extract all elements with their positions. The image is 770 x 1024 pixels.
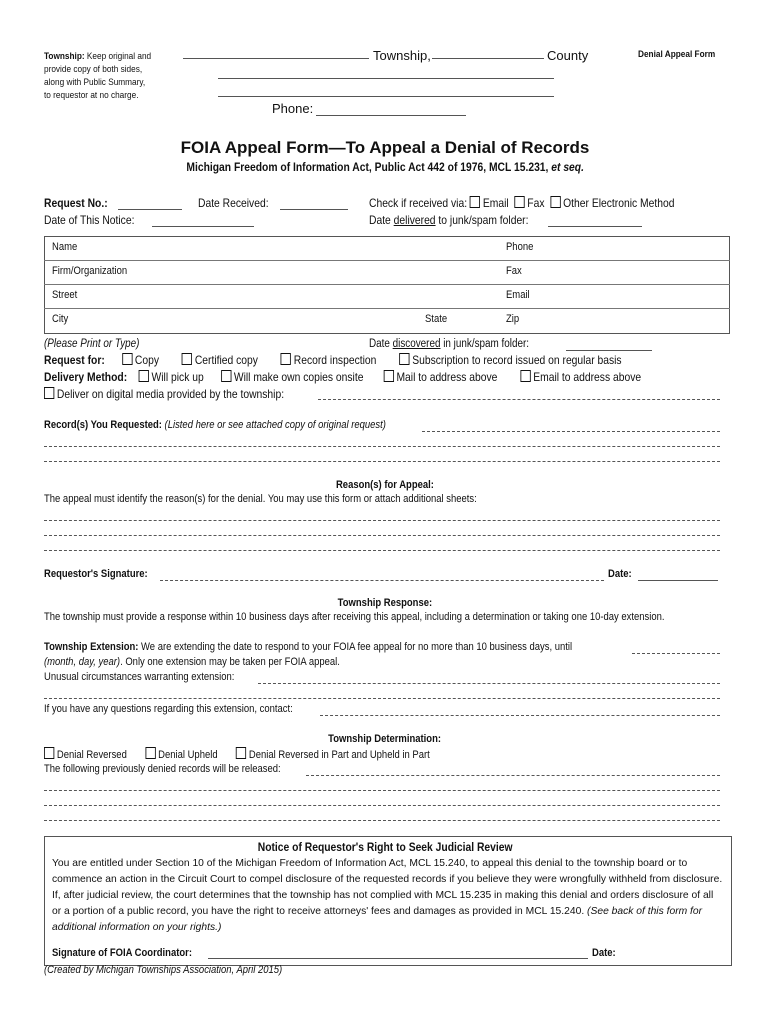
records-field-line[interactable] bbox=[44, 461, 720, 462]
reasons-field-line[interactable] bbox=[44, 535, 720, 536]
coordinator-signature-field[interactable] bbox=[208, 958, 588, 959]
extension-line-2: (month, day, year). Only one extension may be taken per FOIA appeal. bbox=[44, 656, 340, 668]
released-records-field[interactable] bbox=[44, 805, 720, 806]
firm-label: Firm/Organization bbox=[52, 265, 128, 277]
page-title: FOIA Appeal Form—To Appeal a Denial of Records bbox=[180, 138, 590, 157]
certified-copy-checkbox[interactable] bbox=[182, 353, 192, 365]
other-electronic-checkbox[interactable] bbox=[550, 196, 560, 208]
unusual-circumstances-label: Unusual circumstances warranting extension: bbox=[44, 671, 235, 683]
response-heading: Township Response: bbox=[337, 597, 433, 609]
unusual-circumstances-field[interactable] bbox=[44, 698, 720, 699]
mail-label: Mail to address above bbox=[396, 370, 498, 384]
copy-checkbox[interactable] bbox=[122, 353, 132, 365]
coordinator-signature-label: Signature of FOIA Coordinator: bbox=[52, 947, 192, 959]
township-note-line-1: Keep original and bbox=[84, 51, 152, 62]
fax-cell-label: Fax bbox=[506, 265, 522, 277]
county-name-field[interactable] bbox=[432, 58, 544, 59]
own-copies-checkbox[interactable] bbox=[221, 370, 231, 382]
contact-row-divider bbox=[44, 260, 730, 261]
discovered-junk-field[interactable] bbox=[566, 350, 652, 351]
email-cell-label: Email bbox=[506, 289, 530, 301]
contact-row-divider bbox=[44, 308, 730, 309]
notice-body-italic: (See back of this form for additional information on your rights.) bbox=[52, 906, 703, 933]
extension-date-field[interactable] bbox=[632, 653, 720, 654]
phone-label: Phone: bbox=[272, 101, 314, 116]
request-for-label: Request for: bbox=[44, 353, 105, 367]
digital-media-checkbox[interactable] bbox=[44, 387, 54, 399]
phone-cell-label: Phone bbox=[506, 241, 534, 253]
discovered-junk-label: Date discovered in junk/spam folder: bbox=[369, 338, 530, 350]
township-name-field[interactable] bbox=[183, 58, 369, 59]
record-inspection-label: Record inspection bbox=[293, 353, 377, 367]
delivery-method-label: Delivery Method: bbox=[44, 370, 128, 384]
reasons-field-line[interactable] bbox=[44, 550, 720, 551]
records-note: (Listed here or see attached copy of original request) bbox=[161, 419, 386, 431]
township-note-line-2: provide copy of both sides, bbox=[44, 64, 143, 75]
contact-row-divider bbox=[44, 284, 730, 285]
street-label: Street bbox=[52, 289, 78, 301]
city-label: City bbox=[52, 313, 69, 325]
zip-label: Zip bbox=[506, 313, 520, 325]
date-received-field[interactable] bbox=[280, 209, 348, 210]
released-records-field[interactable] bbox=[44, 790, 720, 791]
address-line-2-field[interactable] bbox=[218, 96, 554, 97]
extension-row bbox=[44, 641, 658, 653]
records-label: Record(s) You Requested: bbox=[44, 419, 162, 431]
township-note bbox=[44, 50, 169, 102]
page-subtitle: Michigan Freedom of Information Act, Public Act 442 of 1976, MCL 15.231, et seq. bbox=[186, 160, 584, 174]
extension-contact-label: If you have any questions regarding this extension, contact: bbox=[44, 703, 293, 715]
date-received-label: Date Received: bbox=[198, 196, 269, 210]
reasons-text: The appeal must identify the reason(s) for the denial. You may use this form or attach additional sheets: bbox=[44, 493, 477, 505]
released-records-field[interactable] bbox=[44, 820, 720, 821]
requestor-signature-field[interactable] bbox=[160, 580, 604, 581]
own-copies-label: Will make own copies onsite bbox=[233, 370, 364, 384]
email-address-checkbox[interactable] bbox=[520, 370, 530, 382]
unusual-circumstances-field[interactable] bbox=[258, 683, 720, 684]
request-info bbox=[44, 196, 118, 210]
records-field-line[interactable] bbox=[422, 431, 720, 432]
denial-upheld-checkbox[interactable] bbox=[145, 747, 155, 759]
signature-date-label: Date: bbox=[608, 568, 632, 580]
delivery-method-row bbox=[44, 370, 738, 384]
state-label: State bbox=[425, 313, 448, 325]
record-inspection-checkbox[interactable] bbox=[281, 353, 291, 365]
fax-checkbox[interactable] bbox=[514, 196, 524, 208]
released-records-label: The following previously denied records will be released: bbox=[44, 763, 281, 775]
form-tag: Denial Appeal Form bbox=[638, 49, 716, 60]
determination-options bbox=[44, 747, 493, 761]
request-no-label: Request No.: bbox=[44, 196, 108, 210]
records-requested-row bbox=[44, 419, 442, 431]
township-note-label: Township: bbox=[44, 51, 85, 62]
records-field-line[interactable] bbox=[44, 446, 720, 447]
released-records-field[interactable] bbox=[306, 775, 720, 776]
requestor-signature-label: Requestor's Signature: bbox=[44, 568, 148, 580]
determination-heading: Township Determination: bbox=[328, 733, 442, 745]
footer-credit: (Created by Michigan Townships Association, April 2015) bbox=[44, 964, 283, 976]
delivered-junk-field[interactable] bbox=[548, 226, 642, 227]
address-line-1-field[interactable] bbox=[218, 78, 554, 79]
copy-label: Copy bbox=[134, 353, 159, 367]
name-label: Name bbox=[52, 241, 78, 253]
county-label: County bbox=[547, 48, 589, 63]
reasons-heading: Reason(s) for Appeal: bbox=[336, 479, 434, 491]
contact-table bbox=[44, 236, 730, 334]
subscription-label: Subscription to record issued on regular basis bbox=[412, 353, 622, 367]
phone-field[interactable] bbox=[316, 115, 466, 116]
other-electronic-option-label: Other Electronic Method bbox=[563, 196, 675, 210]
mail-checkbox[interactable] bbox=[384, 370, 394, 382]
pick-up-label: Will pick up bbox=[151, 370, 204, 384]
notice-body bbox=[52, 856, 724, 936]
date-notice-label: Date of This Notice: bbox=[44, 213, 135, 227]
email-checkbox[interactable] bbox=[470, 196, 480, 208]
date-notice-field[interactable] bbox=[152, 226, 254, 227]
partial-checkbox[interactable] bbox=[236, 747, 246, 759]
email-option-label: Email bbox=[482, 196, 509, 210]
certified-copy-label: Certified copy bbox=[194, 353, 258, 367]
received-via-label: Check if received via: bbox=[369, 196, 468, 210]
coordinator-date-label: Date: bbox=[592, 947, 616, 959]
reasons-field-line[interactable] bbox=[44, 520, 720, 521]
extension-contact-field[interactable] bbox=[320, 715, 720, 716]
fax-option-label: Fax bbox=[527, 196, 545, 210]
township-note-line-4: to requestor at no charge. bbox=[44, 90, 139, 101]
received-via-row bbox=[369, 196, 724, 210]
denial-reversed-checkbox[interactable] bbox=[44, 747, 54, 759]
denial-reversed-label: Denial Reversed bbox=[56, 749, 127, 761]
township-note-line-3: along with Public Summary, bbox=[44, 77, 146, 88]
extension-text: We are extending the date to respond to your FOIA fee appeal for no more than 10 business days, until bbox=[138, 641, 573, 653]
notice-body-text: You are entitled under Section 10 of the Michigan Freedom of Information Act, MCL 15.240, to appeal this denial to the township board or to commence an action in the Circuit Court to compel disclosure of the requested records if you believe they were wrongfully withheld from disclosure. If, after judicial review, the court determines that the township has not complied with MCL 15.235 in making this denial and orders disclosure of all or a portion of a public record, you have the right to receive attorneys' fees and damages as provided in MCL 15.240. bbox=[52, 858, 723, 917]
print-note: (Please Print or Type) bbox=[44, 338, 140, 350]
notice-heading: Notice of Requestor's Right to Seek Judicial Review bbox=[257, 840, 513, 854]
pick-up-checkbox[interactable] bbox=[139, 370, 149, 382]
response-text: The township must provide a response within 10 business days after receiving this appeal, including a determination or taking one 10-day extension. bbox=[44, 611, 665, 623]
request-no-field[interactable] bbox=[118, 209, 182, 210]
signature-date-field[interactable] bbox=[638, 580, 718, 581]
request-for-row bbox=[44, 353, 716, 367]
delivered-junk-label: Date delivered to junk/spam folder: bbox=[369, 213, 529, 227]
digital-media-row bbox=[44, 387, 323, 401]
denial-upheld-label: Denial Upheld bbox=[158, 749, 218, 761]
digital-media-field[interactable] bbox=[318, 399, 720, 400]
extension-label: Township Extension: bbox=[44, 641, 139, 653]
township-label: Township, bbox=[373, 48, 431, 63]
email-address-label: Email to address above bbox=[533, 370, 642, 384]
partial-label: Denial Reversed in Part and Upheld in Part bbox=[248, 749, 430, 761]
subscription-checkbox[interactable] bbox=[399, 353, 409, 365]
digital-media-label: Deliver on digital media provided by the township: bbox=[56, 387, 285, 401]
